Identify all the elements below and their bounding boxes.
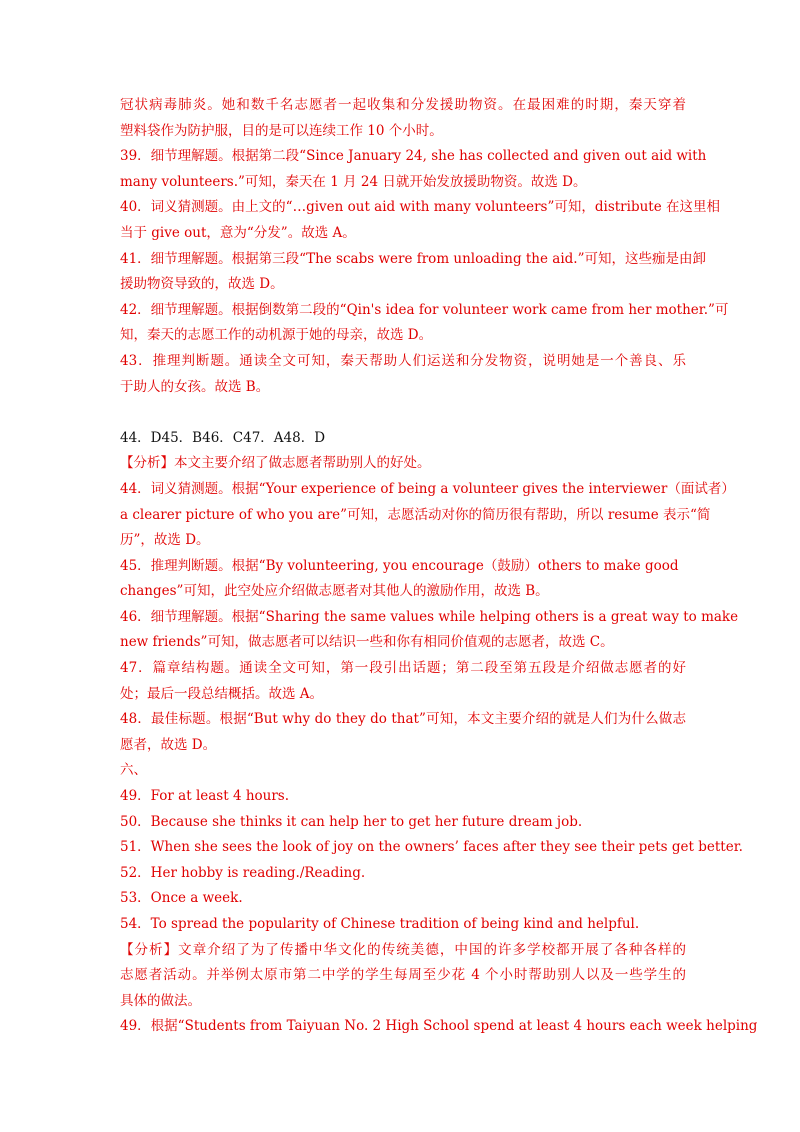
text-line: 志愿者活动。并举例太原市第二中学的学生每周至少花 4 个小时帮助别人以及一些学生的 <box>120 967 686 984</box>
text-line: 【分析】本文主要介绍了做志愿者帮助别人的好处。 <box>120 455 431 472</box>
text-line: 52．Her hobby is reading./Reading. <box>120 864 366 881</box>
text-line: 愿者，故选 D。 <box>120 736 217 753</box>
text-line: 塑料袋作为防护服，目的是可以连续工作 10 个小时。 <box>120 122 443 139</box>
blank-line <box>120 400 686 426</box>
text-line: 48．最佳标题。根据“But why do they do that”可知，本文主要介绍的就是人们为什么做志 <box>120 711 686 728</box>
text-line: 40．词义猜测题。由上文的“…given out aid with many volunteers”可知，distribute 在这里相 <box>120 199 720 216</box>
text-line: 当于 give out，意为“分发”。故选 A。 <box>120 224 356 241</box>
text-line: 45．推理判断题。根据“By volunteering, you encourage（鼓励）others to make good <box>120 557 679 574</box>
text-line: new friends”可知，做志愿者可以结识一些和你有相同价值观的志愿者，故选 C。 <box>120 634 614 651</box>
text-line: 处；最后一段总结概括。故选 A。 <box>120 685 324 702</box>
text-line: 知，秦天的志愿工作的动机源于她的母亲，故选 D。 <box>120 327 433 344</box>
text-line: 54．To spread the popularity of Chinese tradition of being kind and helpful. <box>120 916 640 932</box>
text-line: 援助物资导致的，故选 D。 <box>120 276 284 293</box>
text-line: changes”可知，此空处应介绍做志愿者对其他人的激励作用，故选 B。 <box>120 583 549 600</box>
text-line: 49．For at least 4 hours. <box>120 788 290 805</box>
text-line: 51．When she sees the look of joy on the owners’ faces after they see their pets get better. <box>120 839 743 856</box>
text-line: 46．细节理解题。根据“Sharing the same values while helping others is a great way to make <box>120 608 739 625</box>
text-line: 47．篇章结构题。通读全文可知，第一段引出话题；第二段至第五段是介绍做志愿者的好 <box>120 660 686 677</box>
text-line: 【分析】文章介绍了为了传播中华文化的传统美德，中国的许多学校都开展了各种各样的 <box>120 941 686 958</box>
text-line: 41．细节理解题。根据第三段“The scabs were from unloading the aid.”可知，这些痂是由卸 <box>120 250 706 267</box>
text-line: 39．细节理解题。根据第二段“Since January 24, she has collected and given out aid with <box>120 148 707 165</box>
text-line: many volunteers.”可知，秦天在 1 月 24 日就开始发放援助物资。故选 D。 <box>120 173 587 190</box>
text-line: 44．D45．B46．C47．A48．D <box>120 429 326 446</box>
text-line: 53．Once a week. <box>120 890 243 907</box>
text-line: 50．Because she thinks it can help her to get her future dream job. <box>120 813 583 830</box>
text-line: a clearer picture of who you are”可知，志愿活动对你的简历很有帮助，所以 resume 表示“简 <box>120 506 711 523</box>
text-line: 于助人的女孩。故选 B。 <box>120 378 270 395</box>
answer-explanation-text <box>120 93 758 1040</box>
text-line: 42．细节理解题。根据倒数第二段的“Qin's idea for volunteer work came from her mother.”可 <box>120 301 729 318</box>
text-line: 43．推理判断题。通读全文可知，秦天帮助人们运送和分发物资，说明她是一个善良、乐 <box>120 352 686 369</box>
text-line: 历”，故选 D。 <box>120 532 210 549</box>
text-line: 冠状病毒肺炎。她和数千名志愿者一起收集和分发援助物资。在最困难的时期，秦天穿着 <box>120 97 686 113</box>
text-line: 44．词义猜测题。根据“Your experience of being a volunteer gives the interviewer（面试者） <box>120 480 735 497</box>
text-line: 具体的做法。 <box>120 992 201 1009</box>
text-line: 49．根据“Students from Taiyuan No. 2 High School spend at least 4 hours each week helping <box>120 1018 758 1035</box>
text-line: 六、 <box>120 762 147 779</box>
